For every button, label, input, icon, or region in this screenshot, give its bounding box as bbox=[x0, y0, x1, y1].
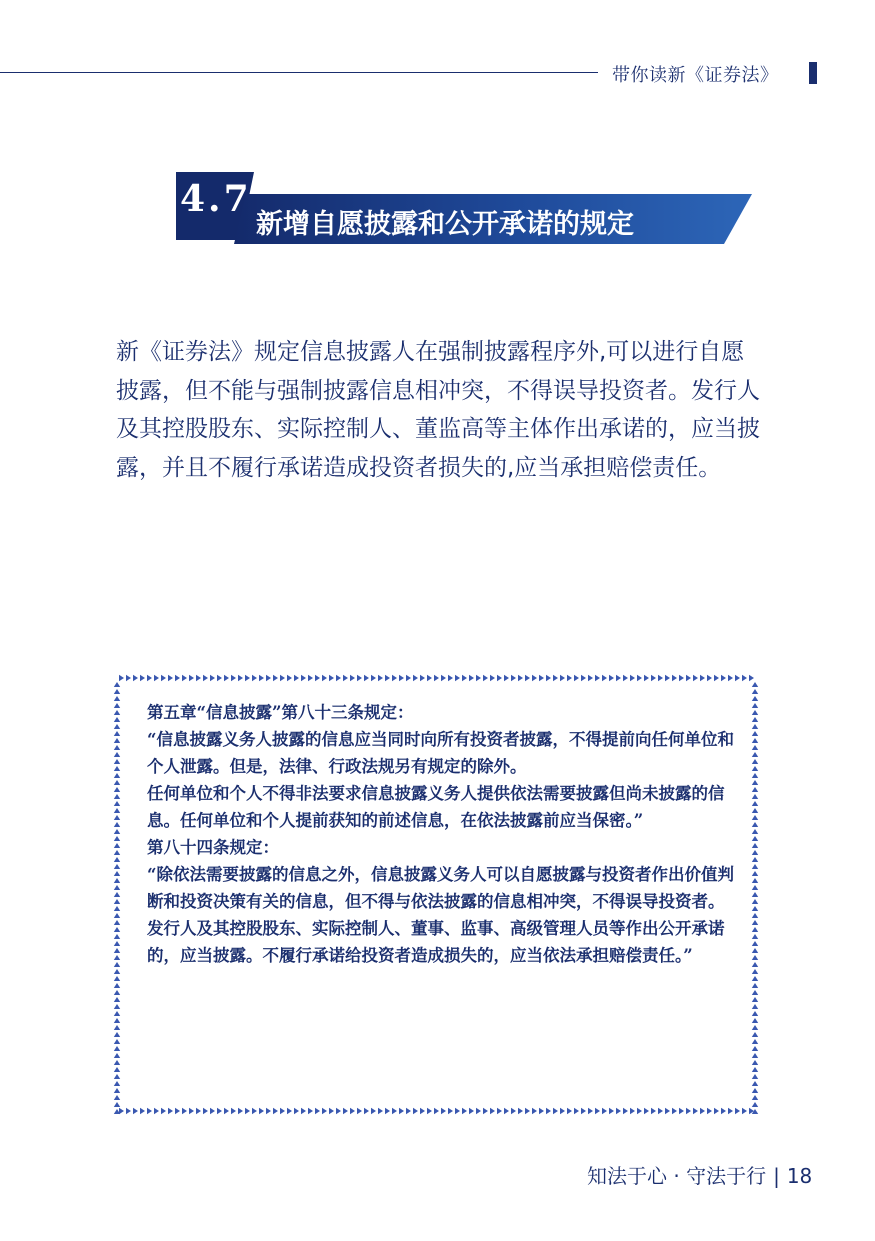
header-accent-bar bbox=[809, 62, 817, 84]
footer-slogan: 知法于心 · 守法于行 bbox=[587, 1164, 767, 1188]
footer-separator: | bbox=[773, 1164, 780, 1188]
quote-paragraph: 任何单位和个人不得非法要求信息披露义务人提供依法需要披露但尚未披露的信息。任何单位和个人提前获知的前述信息，在依法披露前应当保密。” bbox=[147, 784, 725, 830]
quote-paragraph: 发行人及其控股股东、实际控制人、董事、监事、高级管理人员等作出公开承诺的，应当披露。不履行承诺给投资者造成损失的，应当依法承担赔偿责任。” bbox=[147, 919, 725, 965]
section-number: 4.7 bbox=[180, 178, 252, 220]
quote-paragraph: “信息披露义务人披露的信息应当同时向所有投资者披露，不得提前向任何单位和个人泄露。但是，法律、行政法规另有规定的除外。 bbox=[147, 730, 734, 776]
header-rule bbox=[0, 72, 598, 73]
footer bbox=[587, 1160, 812, 1189]
quote-heading-art84: 第八十四条规定： bbox=[147, 838, 279, 857]
section-banner bbox=[176, 172, 752, 244]
quote-paragraph: “除依法需要披露的信息之外，信息披露义务人可以自愿披露与投资者作出价值判断和投资决策有关的信息，但不得与依法披露的信息相冲突，不得误导投资者。 bbox=[147, 865, 734, 911]
section-title: 新增自愿披露和公开承诺的规定 bbox=[256, 209, 634, 240]
law-quote-box bbox=[111, 672, 761, 1117]
page-number: 18 bbox=[786, 1164, 813, 1188]
quote-heading-art83: 第五章“信息披露”第八十三条规定： bbox=[147, 703, 414, 722]
law-quote-text bbox=[147, 699, 737, 969]
intro-paragraph: 新《证券法》规定信息披露人在强制披露程序外,可以进行自愿披露，但不能与强制披露信息相冲突，不得误导投资者。发行人及其控股股东、实际控制人、董监高等主体作出承诺的，应当披露，并且不履行承诺造成投资者损失的,应当承担赔偿责任。 bbox=[116, 339, 760, 481]
running-header-title: 带你读新《证券法》 bbox=[612, 65, 779, 86]
